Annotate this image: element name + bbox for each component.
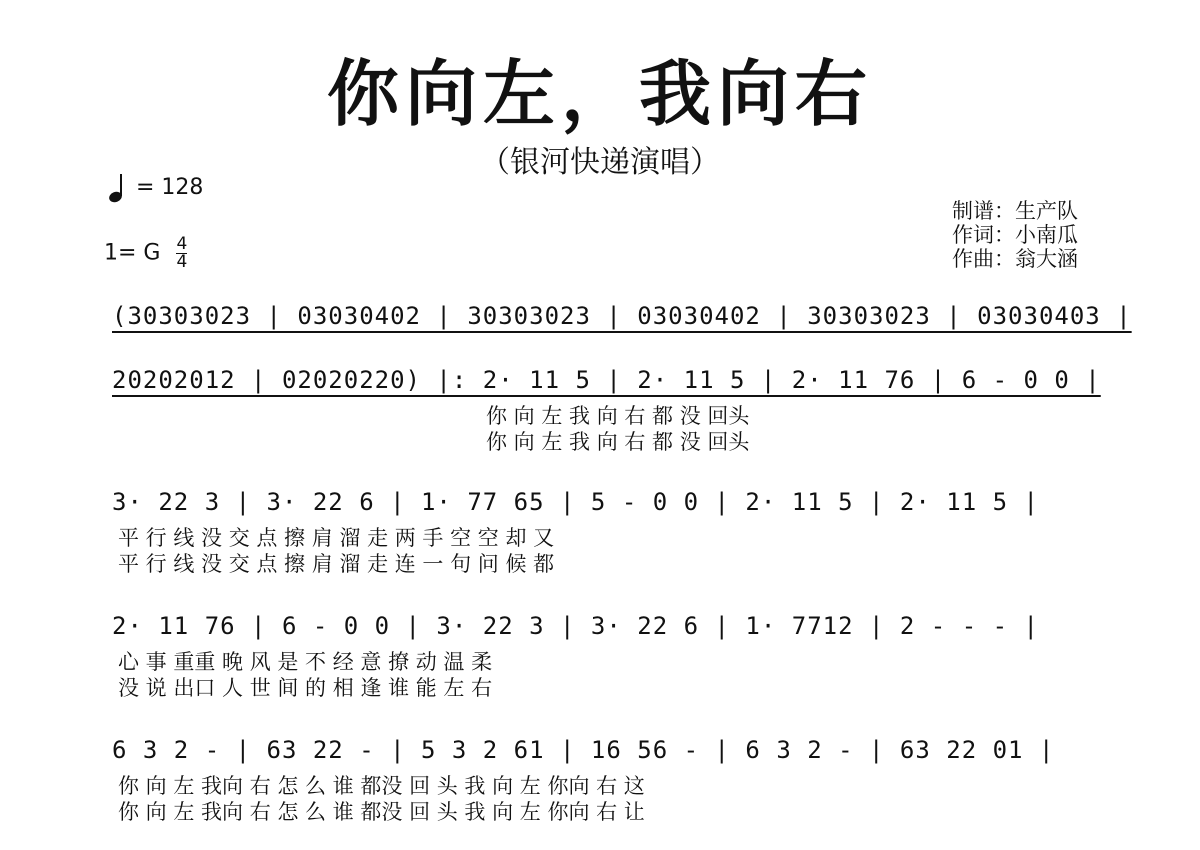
notation: (30303023 | 03030402 | 30303023 | 03030402 | 30303023 | 03030403 | [112,302,1132,330]
credits [952,199,1078,271]
notation-line [112,612,1102,640]
lyric-line-2: 没 说 出口 人 世 间 的 相 逢 谁 能 左 右 [118,676,493,700]
key-text: 1= G [104,240,161,266]
credit-arranger: 制谱：生产队 [952,199,1078,223]
notation: 6 3 2 - | 63 22 - | 5 3 2 61 | 16 56 - | 6 3 2 - | 63 22 01 | [112,736,1055,764]
lyric-line-1: 你 向 左 我向 右 怎 么 谁 都没 回 头 我 向 左 你向 右 这 [118,774,645,798]
score-row-2 [112,366,1102,454]
notation: 2· 11 76 | 6 - 0 0 | 3· 22 3 | 3· 22 6 | 1· 7712 | 2 - - - | [112,612,1039,640]
credit-lyricist: 作词：小南瓜 [952,223,1078,247]
notation-line [112,302,1132,330]
lyric-line-2: 你 向 左 我向 右 怎 么 谁 都没 回 头 我 向 左 你向 右 让 [118,800,645,824]
lyric-line-1: 平 行 线 没 交 点 擦 肩 溜 走 两 手 空 空 却 又 [118,526,555,550]
notation: 20202012 | 02020220) |: 2· 11 5 | 2· 11 5 | 2· 11 76 | 6 - 0 0 | [112,366,1101,394]
key-signature [104,236,187,271]
time-signature [176,236,187,271]
score-row-4 [112,612,1102,700]
time-top: 4 [176,234,188,254]
score-row-5 [112,736,1102,824]
song-subtitle: （银河快递演唱） [480,145,720,180]
notation-line [112,736,1102,764]
quarter-note-icon [108,172,124,204]
score-row-3 [112,488,1102,576]
lyric-line-1: 你 向 左 我 向 右 都 没 回头 [486,404,750,428]
tempo-marking [108,172,203,204]
tempo-value: = 128 [136,175,204,200]
lyric-line-2: 平 行 线 没 交 点 擦 肩 溜 走 连 一 句 问 候 都 [118,552,555,576]
song-title: 你向左，我向右 [326,52,873,136]
time-bottom: 4 [176,252,188,272]
lyric-line-2: 你 向 左 我 向 右 都 没 回头 [486,430,750,454]
notation-line [112,488,1102,516]
lyric-line-1: 心 事 重重 晚 风 是 不 经 意 撩 动 温 柔 [118,650,493,674]
credit-composer: 作曲：翁大涵 [952,247,1078,271]
notation-line [112,366,1102,394]
notation: 3· 22 3 | 3· 22 6 | 1· 77 65 | 5 - 0 0 | 2· 11 5 | 2· 11 5 | [112,488,1039,516]
score-row-1 [112,302,1132,330]
